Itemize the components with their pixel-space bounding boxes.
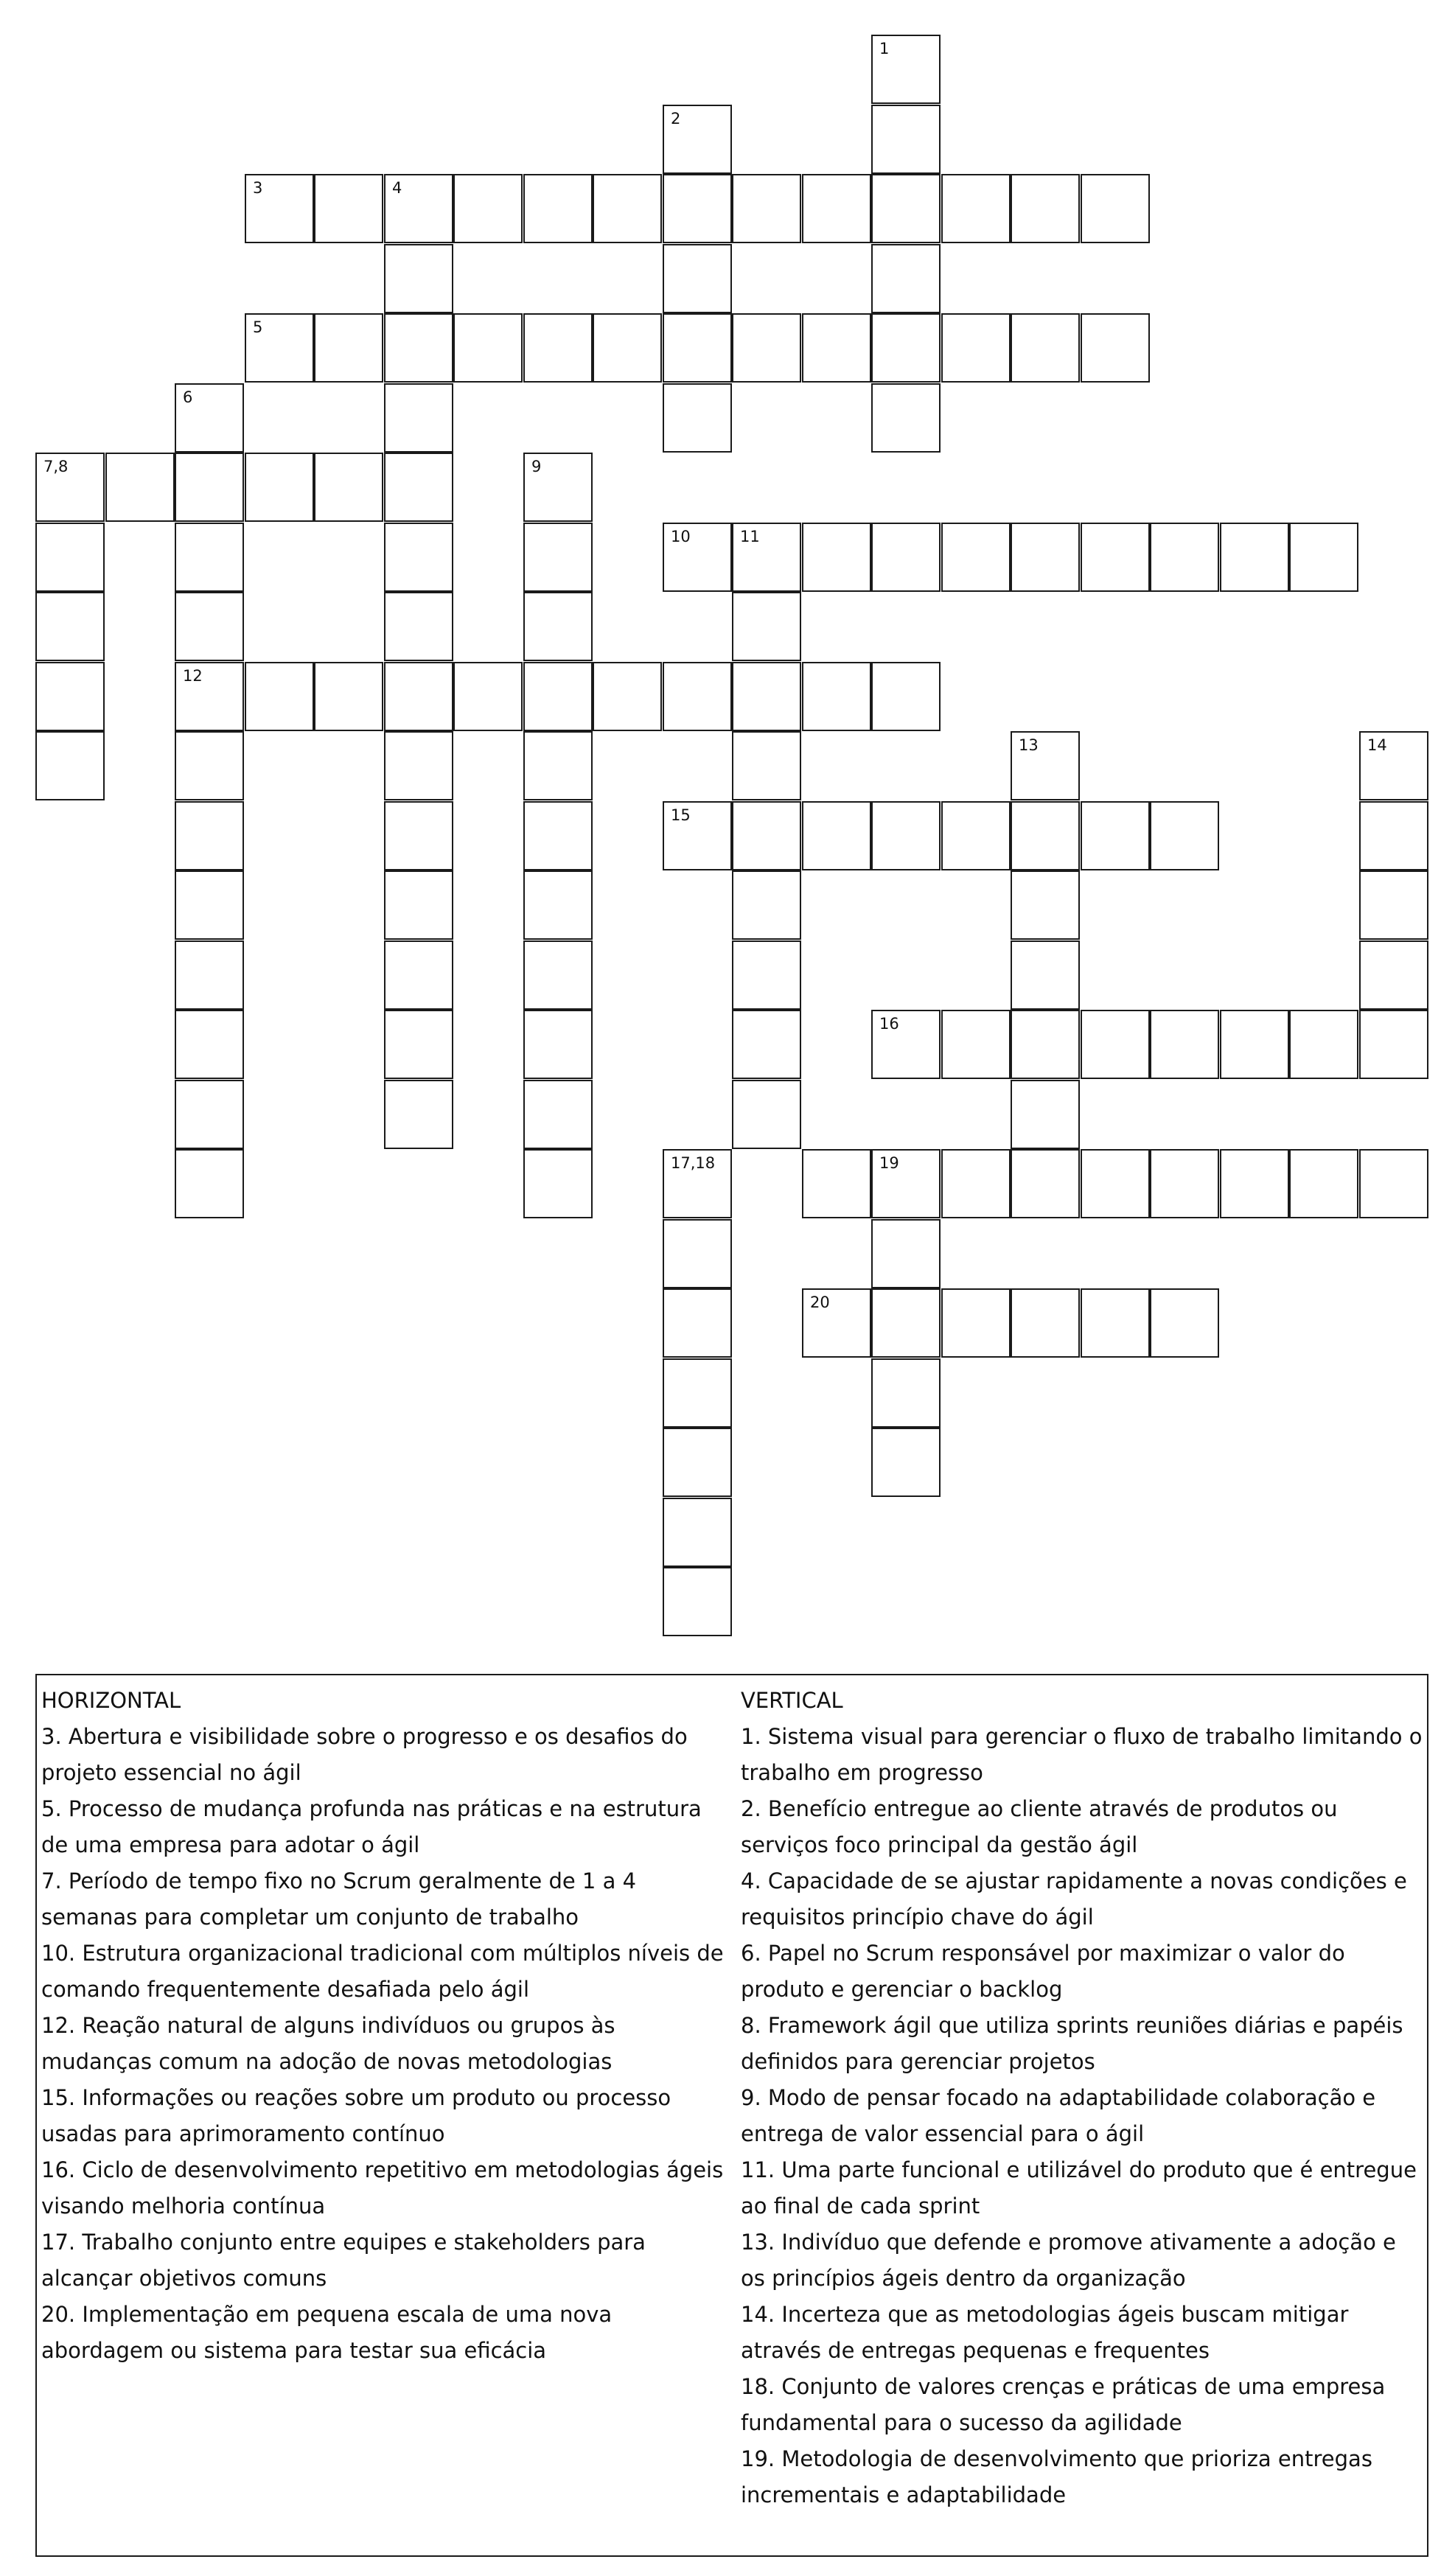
- grid-cell[interactable]: [1011, 1080, 1080, 1149]
- grid-cell[interactable]: [871, 244, 941, 313]
- clue-number: 5: [253, 318, 263, 336]
- grid-cell[interactable]: [593, 313, 662, 383]
- grid-cell[interactable]: [663, 1149, 732, 1218]
- grid-cell[interactable]: [732, 523, 801, 592]
- grid-cell[interactable]: [384, 731, 453, 800]
- clue-number: 16: [879, 1015, 899, 1033]
- grid-cell[interactable]: [871, 1428, 941, 1497]
- across-clues-column: [41, 1683, 727, 2369]
- grid-cell[interactable]: [1011, 801, 1080, 870]
- clue-number: 6: [183, 388, 193, 406]
- grid-cell[interactable]: [384, 174, 453, 243]
- grid-cell[interactable]: [1011, 731, 1080, 800]
- clue-number: 9: [531, 458, 542, 475]
- grid-cell[interactable]: [802, 174, 871, 243]
- grid-cell[interactable]: [175, 592, 244, 661]
- grid-cell[interactable]: [384, 523, 453, 592]
- across-clue: 20. Implementação em pequena escala de uma nova abordagem ou sistema para testar sua eficácia: [41, 2302, 613, 2363]
- grid-cell[interactable]: [593, 662, 662, 731]
- down-clue: 18. Conjunto de valores crenças e práticas de uma empresa fundamental para o sucesso da agilidade: [741, 2374, 1386, 2435]
- grid-cell[interactable]: [175, 801, 244, 870]
- grid-cell[interactable]: [175, 1010, 244, 1079]
- grid-cell[interactable]: [871, 35, 941, 104]
- grid-cell[interactable]: [1011, 1010, 1080, 1079]
- grid-cell[interactable]: [871, 105, 941, 174]
- grid-cell[interactable]: [175, 940, 244, 1010]
- clue-number: 15: [671, 806, 691, 824]
- grid-cell[interactable]: [1081, 1149, 1150, 1218]
- grid-cell[interactable]: [1359, 1010, 1428, 1079]
- clue-number: 20: [810, 1294, 830, 1311]
- grid-cell[interactable]: [523, 731, 593, 800]
- grid-cell[interactable]: [1081, 801, 1150, 870]
- across-clue: 12. Reação natural de alguns indivíduos ou grupos às mudanças comum na adoção de novas metodologias: [41, 2013, 615, 2074]
- grid-cell[interactable]: [523, 1080, 593, 1149]
- grid-cell[interactable]: [105, 453, 175, 522]
- grid-cell[interactable]: [871, 662, 941, 731]
- grid-cell[interactable]: [663, 1567, 732, 1636]
- grid-cell[interactable]: [871, 801, 941, 870]
- grid-cell[interactable]: [663, 523, 732, 592]
- grid-cell[interactable]: [384, 313, 453, 383]
- grid-cell[interactable]: [663, 1358, 732, 1428]
- grid-cell[interactable]: [245, 174, 314, 243]
- grid-cell[interactable]: [1220, 1010, 1289, 1079]
- grid-cell[interactable]: [941, 801, 1011, 870]
- grid-cell[interactable]: [453, 662, 523, 731]
- grid-cell[interactable]: [663, 1428, 732, 1497]
- grid-cell[interactable]: [245, 453, 314, 522]
- grid-cell[interactable]: [871, 174, 941, 243]
- down-clue: 13. Indivíduo que defende e promove ativamente a adoção e os princípios ágeis dentro da organização: [741, 2230, 1396, 2291]
- grid-cell[interactable]: [523, 662, 593, 731]
- grid-cell[interactable]: [384, 592, 453, 661]
- grid-cell[interactable]: [1359, 870, 1428, 940]
- grid-cell[interactable]: [523, 801, 593, 870]
- grid-cell[interactable]: [871, 1149, 941, 1218]
- across-clue: 10. Estrutura organizacional tradicional com múltiplos níveis de comando frequentemente desafiada pelo ágil: [41, 1941, 724, 2002]
- grid-cell[interactable]: [871, 383, 941, 453]
- grid-cell[interactable]: [802, 523, 871, 592]
- grid-cell[interactable]: [663, 174, 732, 243]
- grid-cell[interactable]: [802, 1149, 871, 1218]
- down-clue: 19. Metodologia de desenvolvimento que prioriza entregas incrementais e adaptabilidade: [741, 2446, 1372, 2507]
- down-clue: 11. Uma parte funcional e utilizável do produto que é entregue ao final de cada sprint: [741, 2157, 1417, 2219]
- grid-cell[interactable]: [384, 801, 453, 870]
- grid-cell[interactable]: [802, 1288, 871, 1358]
- grid-cell[interactable]: [1289, 1149, 1358, 1218]
- clue-number: 1: [879, 40, 890, 57]
- grid-cell[interactable]: [1220, 523, 1289, 592]
- grid-cell[interactable]: [523, 313, 593, 383]
- grid-cell[interactable]: [1011, 174, 1080, 243]
- down-clue: 8. Framework ágil que utiliza sprints reuniões diárias e papéis definidos para gerenciar projetos: [741, 2013, 1403, 2074]
- down-clue: 1. Sistema visual para gerenciar o fluxo de trabalho limitando o trabalho em progresso: [741, 1724, 1423, 1785]
- grid-cell[interactable]: [732, 870, 801, 940]
- grid-cell[interactable]: [941, 174, 1011, 243]
- grid-cell[interactable]: [1359, 1149, 1428, 1218]
- grid-cell[interactable]: [314, 174, 383, 243]
- clue-number: 13: [1019, 736, 1039, 754]
- grid-cell[interactable]: [35, 662, 105, 731]
- clue-number: 19: [879, 1154, 899, 1172]
- grid-cell[interactable]: [1220, 1149, 1289, 1218]
- grid-cell[interactable]: [732, 662, 801, 731]
- grid-cell[interactable]: [523, 174, 593, 243]
- grid-cell[interactable]: [35, 523, 105, 592]
- grid-cell[interactable]: [663, 1288, 732, 1358]
- grid-cell[interactable]: [663, 662, 732, 731]
- grid-cell[interactable]: [732, 731, 801, 800]
- grid-cell[interactable]: [1359, 940, 1428, 1010]
- grid-cell[interactable]: [1150, 523, 1219, 592]
- grid-cell[interactable]: [523, 592, 593, 661]
- grid-cell[interactable]: [314, 453, 383, 522]
- grid-cell[interactable]: [175, 1080, 244, 1149]
- down-clue: 9. Modo de pensar focado na adaptabilidade colaboração e entrega de valor essencial para o ágil: [741, 2085, 1376, 2146]
- grid-cell[interactable]: [175, 870, 244, 940]
- grid-cell[interactable]: [1289, 1010, 1358, 1079]
- grid-cell[interactable]: [732, 1080, 801, 1149]
- grid-cell[interactable]: [1359, 801, 1428, 870]
- across-clue: 7. Período de tempo fixo no Scrum geralmente de 1 a 4 semanas para completar um conjunto de trabalho: [41, 1868, 637, 1930]
- grid-cell[interactable]: [732, 1010, 801, 1079]
- grid-cell[interactable]: [1081, 313, 1150, 383]
- grid-cell[interactable]: [314, 662, 383, 731]
- grid-cell[interactable]: [732, 801, 801, 870]
- grid-cell[interactable]: [941, 1288, 1011, 1358]
- grid-cell[interactable]: [1359, 731, 1428, 800]
- grid-cell[interactable]: [941, 313, 1011, 383]
- grid-cell[interactable]: [1081, 1010, 1150, 1079]
- clue-number: 17,18: [671, 1154, 716, 1172]
- grid-cell[interactable]: [175, 453, 244, 522]
- grid-cell[interactable]: [663, 1219, 732, 1288]
- grid-cell[interactable]: [1081, 523, 1150, 592]
- down-clue: 14. Incerteza que as metodologias ágeis buscam mitigar através de entregas pequenas e frequentes: [741, 2302, 1349, 2363]
- grid-cell[interactable]: [1011, 313, 1080, 383]
- down-clue: 6. Papel no Scrum responsável por maximizar o valor do produto e gerenciar o backlog: [741, 1941, 1345, 2002]
- clue-box: [35, 1674, 1428, 2557]
- grid-cell[interactable]: [871, 523, 941, 592]
- grid-cell[interactable]: [175, 1149, 244, 1218]
- grid-cell[interactable]: [663, 1498, 732, 1567]
- grid-cell[interactable]: [941, 523, 1011, 592]
- grid-cell[interactable]: [523, 870, 593, 940]
- grid-cell[interactable]: [732, 313, 801, 383]
- grid-cell[interactable]: [384, 1080, 453, 1149]
- grid-cell[interactable]: [35, 453, 105, 522]
- grid-cell[interactable]: [1150, 1288, 1219, 1358]
- grid-cell[interactable]: [175, 523, 244, 592]
- grid-cell[interactable]: [175, 731, 244, 800]
- grid-cell[interactable]: [384, 453, 453, 522]
- across-clue: 3. Abertura e visibilidade sobre o progresso e os desafios do projeto essencial no ágil: [41, 1724, 688, 1785]
- down-clues-column: [741, 1683, 1426, 2513]
- grid-cell[interactable]: [384, 662, 453, 731]
- grid-cell[interactable]: [663, 801, 732, 870]
- grid-cell[interactable]: [384, 1010, 453, 1079]
- grid-cell[interactable]: [802, 801, 871, 870]
- grid-cell[interactable]: [523, 1149, 593, 1218]
- grid-cell[interactable]: [802, 313, 871, 383]
- grid-cell[interactable]: [871, 1288, 941, 1358]
- grid-cell[interactable]: [1289, 523, 1358, 592]
- grid-cell[interactable]: [523, 940, 593, 1010]
- grid-cell[interactable]: [593, 174, 662, 243]
- clue-number: 7,8: [43, 458, 69, 475]
- clue-number: 10: [671, 528, 691, 545]
- grid-cell[interactable]: [1150, 801, 1219, 870]
- grid-cell[interactable]: [732, 592, 801, 661]
- grid-cell[interactable]: [663, 383, 732, 453]
- grid-cell[interactable]: [663, 313, 732, 383]
- clue-number: 4: [392, 179, 402, 197]
- grid-cell[interactable]: [1011, 523, 1080, 592]
- clue-number: 3: [253, 179, 263, 197]
- down-clue: 4. Capacidade de se ajustar rapidamente a novas condições e requisitos princípio chave do ágil: [741, 1868, 1407, 1930]
- grid-cell[interactable]: [802, 662, 871, 731]
- grid-cell[interactable]: [523, 523, 593, 592]
- grid-cell[interactable]: [1011, 1149, 1080, 1218]
- clue-number: 14: [1367, 736, 1387, 754]
- grid-cell[interactable]: [663, 244, 732, 313]
- grid-cell[interactable]: [871, 313, 941, 383]
- grid-cell[interactable]: [245, 313, 314, 383]
- grid-cell[interactable]: [871, 1358, 941, 1428]
- grid-cell[interactable]: [384, 870, 453, 940]
- grid-cell[interactable]: [732, 174, 801, 243]
- grid-cell[interactable]: [175, 383, 244, 453]
- clue-number: 2: [671, 110, 681, 128]
- grid-cell[interactable]: [314, 313, 383, 383]
- grid-cell[interactable]: [1150, 1010, 1219, 1079]
- clue-number: 12: [183, 667, 203, 685]
- down-clue: 2. Benefício entregue ao cliente através de produtos ou serviços foco principal da gestão ágil: [741, 1796, 1338, 1857]
- grid-cell[interactable]: [871, 1010, 941, 1079]
- grid-cell[interactable]: [941, 1149, 1011, 1218]
- grid-cell[interactable]: [941, 1010, 1011, 1079]
- across-heading: HORIZONTAL: [41, 1688, 181, 1713]
- across-clue: 5. Processo de mudança profunda nas práticas e na estrutura de uma empresa para adotar o ágil: [41, 1796, 702, 1857]
- across-clue: 17. Trabalho conjunto entre equipes e stakeholders para alcançar objetivos comuns: [41, 2230, 646, 2291]
- grid-cell[interactable]: [1150, 1149, 1219, 1218]
- grid-cell[interactable]: [384, 940, 453, 1010]
- grid-cell[interactable]: [732, 940, 801, 1010]
- grid-cell[interactable]: [1081, 1288, 1150, 1358]
- grid-cell[interactable]: [871, 1219, 941, 1288]
- grid-cell[interactable]: [35, 592, 105, 661]
- grid-cell[interactable]: [1011, 1288, 1080, 1358]
- grid-cell[interactable]: [523, 453, 593, 522]
- grid-cell[interactable]: [453, 313, 523, 383]
- grid-cell[interactable]: [1081, 174, 1150, 243]
- down-heading: VERTICAL: [741, 1688, 843, 1713]
- grid-cell[interactable]: [35, 731, 105, 800]
- clue-number: 11: [740, 528, 760, 545]
- grid-cell[interactable]: [663, 105, 732, 174]
- grid-cell[interactable]: [523, 1010, 593, 1079]
- grid-cell[interactable]: [245, 662, 314, 731]
- grid-cell[interactable]: [384, 383, 453, 453]
- grid-cell[interactable]: [175, 662, 244, 731]
- grid-cell[interactable]: [453, 174, 523, 243]
- grid-cell[interactable]: [384, 244, 453, 313]
- across-clue: 16. Ciclo de desenvolvimento repetitivo em metodologias ágeis visando melhoria contínua: [41, 2157, 724, 2219]
- grid-cell[interactable]: [1011, 940, 1080, 1010]
- across-clue: 15. Informações ou reações sobre um produto ou processo usadas para aprimoramento contínuo: [41, 2085, 671, 2146]
- grid-cell[interactable]: [1011, 870, 1080, 940]
